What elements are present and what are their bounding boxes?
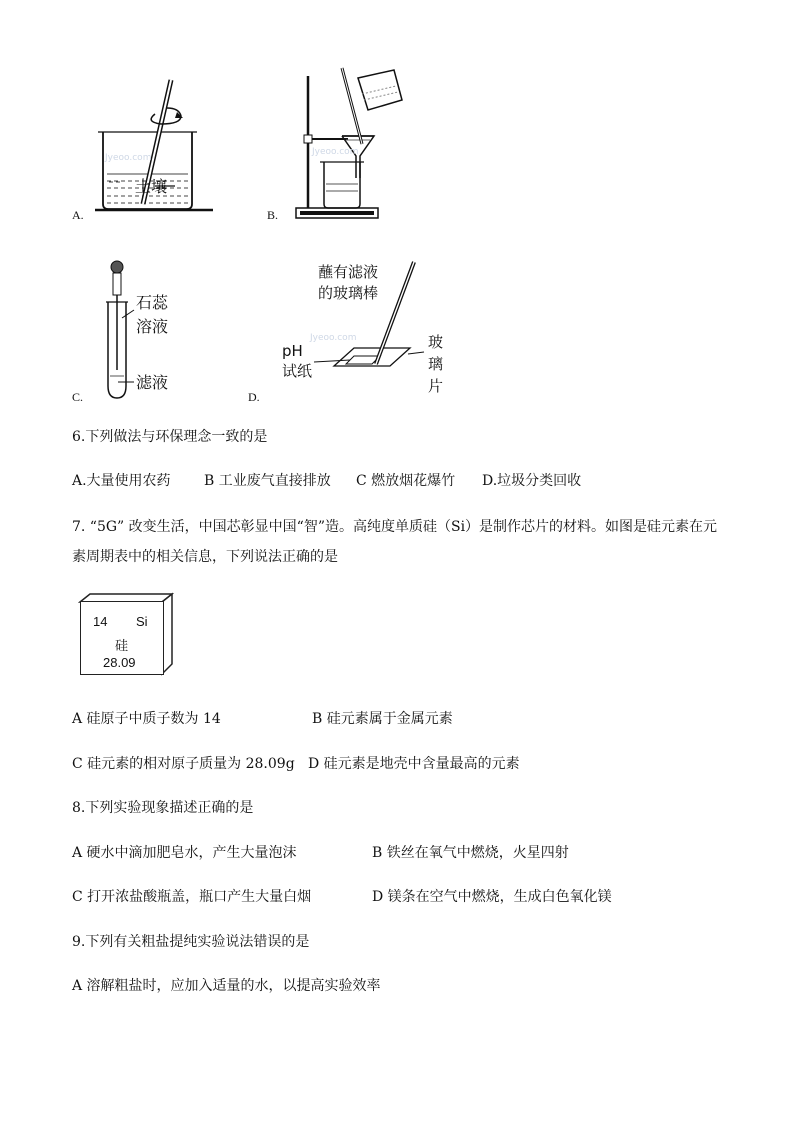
q6-stem: 6.下列做法与环保理念一致的是 [72,429,268,445]
q8-option-c: C 打开浓盐酸瓶盖，瓶口产生大量白烟 [72,889,312,905]
label-glass-2: 璃 [428,355,444,373]
element-card-silicon [80,601,164,675]
q7-option-c: C 硅元素的相对原子质量为 28.09g [72,756,295,772]
svg-text:Jyeoo.com: Jyeoo.com [312,147,359,157]
q9-stem: 9.下列有关粗盐提纯实验说法错误的是 [72,934,310,950]
q7-stem-line1: 7. “5G” 改变生活，中国芯彰显中国“智”造。高纯度单质硅（Si）是制作芯片的材料。如图是硅元素在元 [72,519,718,535]
q8-option-a: A 硬水中滴加肥皂水，产生大量泡沫 [72,845,297,861]
label-ph-1: pH [282,342,303,360]
q8-stem: 8.下列实验现象描述正确的是 [72,800,254,816]
q7-stem-line2: 素周期表中的相关信息，下列说法正确的是 [72,549,338,565]
label-litmus-1: 石蕊 [136,293,169,312]
q6-option-a: A.大量使用农药 [72,473,171,489]
q7-option-a: A 硅原子中质子数为 14 [72,711,221,727]
figure-d-label: D. [248,390,260,404]
label-glass-1: 玻 [428,333,444,351]
q7-option-d: D 硅元素是地壳中含量最高的元素 [308,756,520,772]
label-rod-2: 的玻璃棒 [318,284,379,302]
svg-text:Jyeoo.com: Jyeoo.com [105,153,152,163]
q6-option-c: C 燃放烟花爆竹 [356,473,456,489]
q8-option-b: B 铁丝在氧气中燃烧，火星四射 [372,845,569,861]
figure-c-test-tube [100,258,140,404]
q9-option-a: A 溶解粗盐时，应加入适量的水，以提高实验效率 [72,978,381,994]
figure-b-label: B. [267,208,279,222]
label-litmus-2: 溶液 [136,317,169,336]
svg-text:Jyeoo.com: Jyeoo.com [310,333,357,343]
element-atomic-number: 14 [93,614,108,629]
figure-c-label: C. [72,390,84,404]
q8-option-d: D 镁条在空气中燃烧，生成白色氧化镁 [372,889,612,905]
label-rod-1: 蘸有滤液 [318,263,379,281]
q7-option-b: B 硅元素属于金属元素 [312,711,453,727]
element-symbol: Si [136,614,148,629]
figure-a-label: A. [72,208,84,222]
label-filtrate: 滤液 [136,373,169,392]
label-ph-2: 试纸 [282,362,313,380]
label-soil: 土壤 [135,177,168,196]
figure-a-dissolving-soil [95,78,235,218]
q6-option-b: B 工业废气直接排放 [204,473,331,489]
element-name: 硅 [115,639,129,654]
q6-option-d: D.垃圾分类回收 [482,473,582,489]
figure-b-filtration [290,66,430,226]
element-atomic-mass: 28.09 [103,655,136,670]
label-glass-3: 片 [428,377,444,395]
